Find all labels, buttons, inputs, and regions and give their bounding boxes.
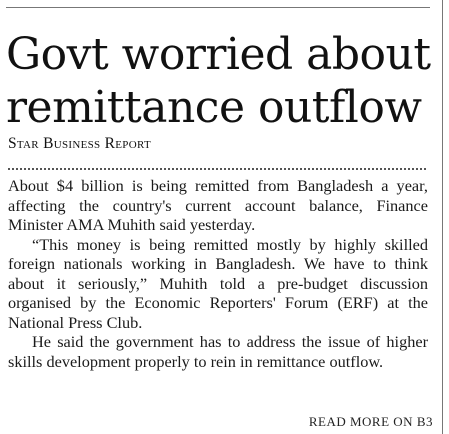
paragraph-1: About $4 billion is being remitted from Bangladesh a year, affecting the country's current account balance, Finance Minister AMA Muhith said yesterday. [8,176,428,234]
paragraph-2: “This money is being remitted mostly by highly skilled foreign nationals working in Bangladesh. We have to think about it seriously,” Muhith told a pre-budget discussion organised by the Economic Reporters' Forum (ERF) at the National Press Club. [8,234,428,332]
byline: Star Business Report [8,135,151,152]
headline [6,28,436,134]
dotted-divider [8,168,426,170]
article-body [8,176,428,371]
column-rule [442,0,443,434]
paragraph-3: He said the government has to address the issue of higher skills development properly to rein in remittance outflow. [8,332,428,371]
headline-line-1: Govt worried about [6,29,431,80]
headline-line-2: remittance outflow [6,82,422,133]
read-more-link[interactable]: READ MORE ON B3 [308,414,433,429]
top-rule [6,7,430,8]
